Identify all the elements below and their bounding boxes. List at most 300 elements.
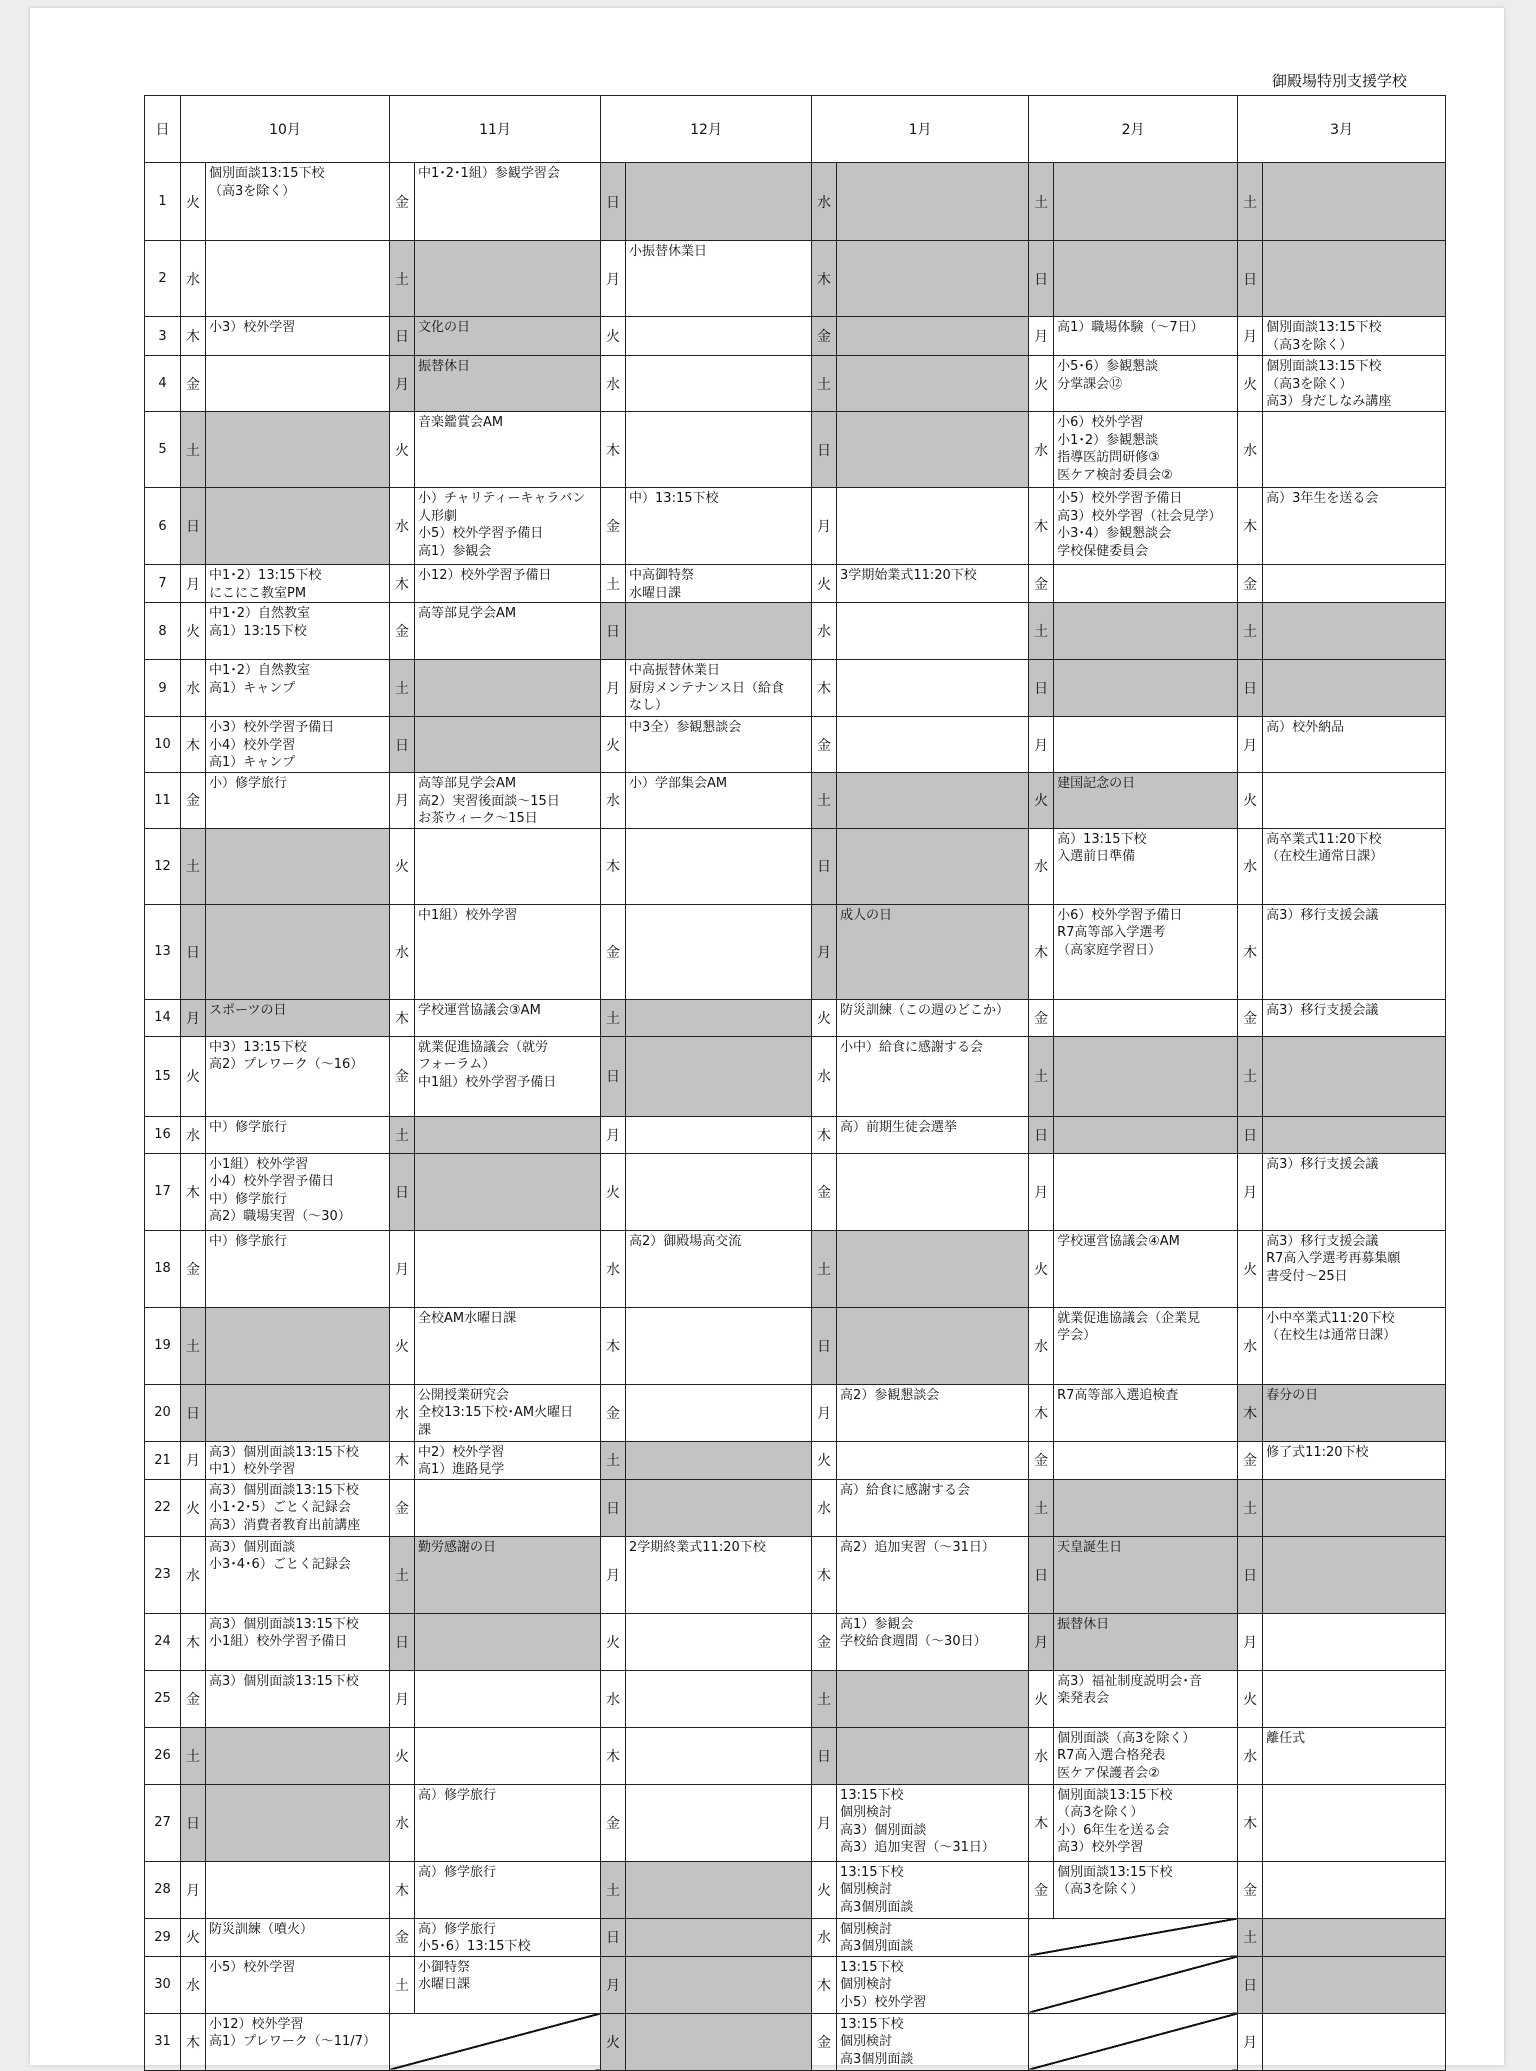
document-page bbox=[30, 8, 1504, 2065]
weekday-cell: 土 bbox=[601, 1861, 626, 1918]
weekday-cell: 金 bbox=[1029, 1861, 1054, 1918]
header-row bbox=[145, 96, 1446, 163]
event-cell: 高）給食に感謝する会 bbox=[837, 1479, 1029, 1536]
weekday-cell: 日 bbox=[812, 412, 837, 488]
weekday-cell: 火 bbox=[390, 828, 415, 904]
event-cell: 高3）移行支援会議 bbox=[1263, 1153, 1446, 1230]
event-cell bbox=[206, 1861, 390, 1918]
event-cell bbox=[415, 660, 601, 717]
day-number: 29 bbox=[145, 1918, 181, 1956]
event-cell bbox=[415, 717, 601, 773]
event-cell: 個別検討 高3個別面談 bbox=[837, 1918, 1029, 1956]
weekday-cell: 水 bbox=[601, 1230, 626, 1307]
calendar-row bbox=[145, 163, 1446, 241]
event-cell: 個別面談13:15下校 （高3を除く） bbox=[1263, 317, 1446, 356]
event-cell: 小12）校外学習 高1）プレワーク（～11/7） bbox=[206, 2013, 390, 2070]
weekday-cell: 月 bbox=[812, 1384, 837, 1441]
event-cell bbox=[837, 1230, 1029, 1307]
day-number: 4 bbox=[145, 356, 181, 412]
event-cell: 高）前期生徒会選挙 bbox=[837, 1116, 1029, 1153]
event-cell bbox=[626, 1784, 812, 1861]
event-cell bbox=[1263, 603, 1446, 660]
event-cell bbox=[837, 828, 1029, 904]
event-cell bbox=[1263, 1536, 1446, 1613]
nonexistent-date-cell bbox=[1029, 1956, 1238, 2013]
event-cell: 高）13:15下校 入選前日準備 bbox=[1054, 828, 1238, 904]
day-number: 8 bbox=[145, 603, 181, 660]
event-cell bbox=[1263, 1670, 1446, 1727]
annual-calendar-table bbox=[144, 95, 1446, 2071]
event-cell bbox=[206, 1307, 390, 1384]
weekday-cell: 土 bbox=[181, 1727, 206, 1784]
event-cell bbox=[1263, 2013, 1446, 2070]
weekday-cell: 水 bbox=[390, 1784, 415, 1861]
event-cell bbox=[1263, 1036, 1446, 1116]
weekday-cell: 土 bbox=[601, 1441, 626, 1479]
event-cell bbox=[415, 1479, 601, 1536]
weekday-cell: 水 bbox=[1238, 1727, 1263, 1784]
weekday-cell: 火 bbox=[181, 1036, 206, 1116]
event-cell bbox=[626, 1307, 812, 1384]
school-name: 御殿場特別支援学校 bbox=[1271, 72, 1407, 90]
event-cell bbox=[415, 1727, 601, 1784]
weekday-cell: 月 bbox=[1238, 2013, 1263, 2070]
event-cell bbox=[626, 1153, 812, 1230]
day-number: 5 bbox=[145, 412, 181, 488]
calendar-row bbox=[145, 1036, 1446, 1116]
calendar-body bbox=[145, 163, 1446, 2071]
event-cell: 就業促進協議会（就労 フォーラム） 中1組）校外学習予備日 bbox=[415, 1036, 601, 1116]
weekday-cell: 水 bbox=[181, 1116, 206, 1153]
event-cell: 小6）校外学習 小1･2）参観懇談 指導医訪問研修③ 医ケア検討委員会② bbox=[1054, 412, 1238, 488]
weekday-cell: 木 bbox=[390, 1441, 415, 1479]
weekday-cell: 土 bbox=[812, 356, 837, 412]
event-cell: 高3）個別面談13:15下校 小1組）校外学習予備日 bbox=[206, 1613, 390, 1670]
weekday-cell: 月 bbox=[390, 1230, 415, 1307]
weekday-cell: 水 bbox=[390, 904, 415, 999]
event-cell bbox=[206, 356, 390, 412]
event-cell: 小6）校外学習予備日 R7高等部入学選考 （高家庭学習日） bbox=[1054, 904, 1238, 999]
day-number: 15 bbox=[145, 1036, 181, 1116]
weekday-cell: 月 bbox=[1029, 1613, 1054, 1670]
event-cell: 高3）個別面談13:15下校 小1･2･5）ごとく記録会 高3）消費者教育出前講座 bbox=[206, 1479, 390, 1536]
weekday-cell: 日 bbox=[1238, 241, 1263, 317]
event-cell: 振替休日 bbox=[1054, 1613, 1238, 1670]
event-cell bbox=[206, 1384, 390, 1441]
calendar-row bbox=[145, 904, 1446, 999]
header-month-feb: 2月 bbox=[1029, 96, 1238, 163]
header-month-mar: 3月 bbox=[1238, 96, 1446, 163]
weekday-cell: 水 bbox=[1029, 1307, 1054, 1384]
weekday-cell: 火 bbox=[812, 565, 837, 603]
header-month-oct: 10月 bbox=[181, 96, 390, 163]
event-cell bbox=[626, 1479, 812, 1536]
event-cell: 小振替休業日 bbox=[626, 241, 812, 317]
calendar-row bbox=[145, 2013, 1446, 2070]
weekday-cell: 日 bbox=[1029, 660, 1054, 717]
day-number: 3 bbox=[145, 317, 181, 356]
event-cell bbox=[1054, 1153, 1238, 1230]
event-cell bbox=[626, 2013, 812, 2070]
calendar-row bbox=[145, 717, 1446, 773]
weekday-cell: 木 bbox=[1238, 1784, 1263, 1861]
weekday-cell: 木 bbox=[1029, 1384, 1054, 1441]
weekday-cell: 金 bbox=[1029, 999, 1054, 1036]
event-cell: 高等部見学会AM 高2）実習後面談～15日 お茶ウィーク～15日 bbox=[415, 773, 601, 829]
weekday-cell: 火 bbox=[601, 2013, 626, 2070]
event-cell: 春分の日 bbox=[1263, 1384, 1446, 1441]
event-cell: 個別面談13:15下校 （高3を除く） bbox=[1054, 1861, 1238, 1918]
weekday-cell: 月 bbox=[390, 1670, 415, 1727]
weekday-cell: 木 bbox=[1238, 904, 1263, 999]
weekday-cell: 日 bbox=[1029, 241, 1054, 317]
weekday-cell: 水 bbox=[601, 773, 626, 829]
event-cell: 高2）御殿場高交流 bbox=[626, 1230, 812, 1307]
weekday-cell: 月 bbox=[601, 1116, 626, 1153]
event-cell: 中1組）校外学習 bbox=[415, 904, 601, 999]
calendar-row bbox=[145, 488, 1446, 565]
event-cell: 建国記念の日 bbox=[1054, 773, 1238, 829]
weekday-cell: 金 bbox=[181, 356, 206, 412]
weekday-cell: 月 bbox=[601, 660, 626, 717]
weekday-cell: 土 bbox=[812, 1230, 837, 1307]
event-cell bbox=[626, 317, 812, 356]
calendar-row bbox=[145, 317, 1446, 356]
weekday-cell: 日 bbox=[601, 1479, 626, 1536]
weekday-cell: 金 bbox=[1238, 999, 1263, 1036]
event-cell bbox=[626, 163, 812, 241]
event-cell bbox=[626, 1956, 812, 2013]
event-cell: 2学期終業式11:20下校 bbox=[626, 1536, 812, 1613]
weekday-cell: 月 bbox=[1029, 1153, 1054, 1230]
weekday-cell: 火 bbox=[181, 1918, 206, 1956]
event-cell bbox=[837, 1153, 1029, 1230]
weekday-cell: 木 bbox=[601, 412, 626, 488]
event-cell: 小12）校外学習予備日 bbox=[415, 565, 601, 603]
event-cell: 13:15下校 個別検討 小5）校外学習 bbox=[837, 1956, 1029, 2013]
weekday-cell: 金 bbox=[812, 717, 837, 773]
weekday-cell: 月 bbox=[181, 999, 206, 1036]
event-cell bbox=[1263, 241, 1446, 317]
event-cell: 成人の日 bbox=[837, 904, 1029, 999]
header-day: 日 bbox=[145, 96, 181, 163]
calendar-row bbox=[145, 241, 1446, 317]
event-cell: 3学期始業式11:20下校 bbox=[837, 565, 1029, 603]
event-cell bbox=[626, 1036, 812, 1116]
weekday-cell: 月 bbox=[181, 1441, 206, 1479]
weekday-cell: 木 bbox=[812, 660, 837, 717]
weekday-cell: 金 bbox=[1029, 1441, 1054, 1479]
weekday-cell: 日 bbox=[390, 1153, 415, 1230]
weekday-cell: 月 bbox=[812, 1784, 837, 1861]
event-cell bbox=[626, 1116, 812, 1153]
event-cell bbox=[1263, 1861, 1446, 1918]
event-cell bbox=[415, 1153, 601, 1230]
weekday-cell: 火 bbox=[812, 1861, 837, 1918]
calendar-row bbox=[145, 1384, 1446, 1441]
event-cell: 高）修学旅行 bbox=[415, 1784, 601, 1861]
event-cell: 小5）校外学習予備日 高3）校外学習（社会見学） 小3･4）参観懇談会 学校保健委員会 bbox=[1054, 488, 1238, 565]
weekday-cell: 日 bbox=[181, 904, 206, 999]
event-cell bbox=[415, 1230, 601, 1307]
event-cell: 高3）移行支援会議 R7高入学選考再募集願 書受付～25日 bbox=[1263, 1230, 1446, 1307]
weekday-cell: 土 bbox=[1029, 1479, 1054, 1536]
weekday-cell: 火 bbox=[601, 1613, 626, 1670]
weekday-cell: 火 bbox=[601, 317, 626, 356]
event-cell bbox=[1054, 660, 1238, 717]
event-cell: 高3）移行支援会議 bbox=[1263, 999, 1446, 1036]
weekday-cell: 金 bbox=[1238, 1861, 1263, 1918]
day-number: 6 bbox=[145, 488, 181, 565]
weekday-cell: 水 bbox=[390, 1384, 415, 1441]
event-cell: 小）チャリティーキャラバン 人形劇 小5）校外学習予備日 高1）参観会 bbox=[415, 488, 601, 565]
weekday-cell: 月 bbox=[390, 773, 415, 829]
weekday-cell: 土 bbox=[390, 1116, 415, 1153]
weekday-cell: 水 bbox=[390, 488, 415, 565]
event-cell: 高1）職場体験（～7日） bbox=[1054, 317, 1238, 356]
event-cell bbox=[837, 660, 1029, 717]
weekday-cell: 月 bbox=[1238, 1613, 1263, 1670]
event-cell bbox=[837, 356, 1029, 412]
event-cell bbox=[626, 999, 812, 1036]
weekday-cell: 水 bbox=[1029, 412, 1054, 488]
calendar-row bbox=[145, 1956, 1446, 2013]
event-cell bbox=[626, 1441, 812, 1479]
event-cell bbox=[626, 1727, 812, 1784]
event-cell: 中2）校外学習 高1）進路見学 bbox=[415, 1441, 601, 1479]
event-cell bbox=[206, 241, 390, 317]
weekday-cell: 日 bbox=[601, 1036, 626, 1116]
weekday-cell: 水 bbox=[1238, 1307, 1263, 1384]
event-cell: 離任式 bbox=[1263, 1727, 1446, 1784]
weekday-cell: 水 bbox=[1029, 828, 1054, 904]
weekday-cell: 木 bbox=[1238, 1384, 1263, 1441]
weekday-cell: 水 bbox=[181, 1956, 206, 2013]
weekday-cell: 日 bbox=[601, 603, 626, 660]
weekday-cell: 土 bbox=[390, 1956, 415, 2013]
weekday-cell: 土 bbox=[1029, 1036, 1054, 1116]
event-cell bbox=[1263, 1956, 1446, 2013]
weekday-cell: 水 bbox=[1029, 1727, 1054, 1784]
event-cell bbox=[837, 163, 1029, 241]
weekday-cell: 火 bbox=[390, 1727, 415, 1784]
event-cell bbox=[837, 717, 1029, 773]
weekday-cell: 土 bbox=[1029, 163, 1054, 241]
day-number: 10 bbox=[145, 717, 181, 773]
day-number: 26 bbox=[145, 1727, 181, 1784]
day-number: 23 bbox=[145, 1536, 181, 1613]
weekday-cell: 火 bbox=[390, 412, 415, 488]
event-cell: 高3）個別面談13:15下校 bbox=[206, 1670, 390, 1727]
event-cell bbox=[837, 1441, 1029, 1479]
weekday-cell: 土 bbox=[1238, 603, 1263, 660]
event-cell bbox=[1263, 565, 1446, 603]
event-cell: 中1･2）自然教室 高1）キャンプ bbox=[206, 660, 390, 717]
event-cell bbox=[1263, 1613, 1446, 1670]
event-cell: スポーツの日 bbox=[206, 999, 390, 1036]
calendar-row bbox=[145, 1116, 1446, 1153]
event-cell: 小5）校外学習 bbox=[206, 1956, 390, 2013]
day-number: 22 bbox=[145, 1479, 181, 1536]
weekday-cell: 火 bbox=[181, 603, 206, 660]
weekday-cell: 木 bbox=[1238, 488, 1263, 565]
event-cell: 音楽鑑賞会AM bbox=[415, 412, 601, 488]
event-cell: 個別面談13:15下校 （高3を除く） bbox=[206, 163, 390, 241]
day-number: 13 bbox=[145, 904, 181, 999]
weekday-cell: 水 bbox=[1238, 412, 1263, 488]
calendar-row bbox=[145, 1307, 1446, 1384]
event-cell bbox=[626, 356, 812, 412]
weekday-cell: 火 bbox=[1029, 773, 1054, 829]
weekday-cell: 月 bbox=[1238, 717, 1263, 773]
weekday-cell: 日 bbox=[390, 317, 415, 356]
event-cell: 中1･2･1組）参観学習会 bbox=[415, 163, 601, 241]
weekday-cell: 日 bbox=[181, 488, 206, 565]
weekday-cell: 金 bbox=[1029, 565, 1054, 603]
weekday-cell: 土 bbox=[1238, 163, 1263, 241]
event-cell: 小御特祭 水曜日課 bbox=[415, 1956, 601, 2013]
event-cell bbox=[626, 1918, 812, 1956]
weekday-cell: 土 bbox=[812, 1670, 837, 1727]
weekday-cell: 日 bbox=[181, 1384, 206, 1441]
header-month-nov: 11月 bbox=[390, 96, 601, 163]
weekday-cell: 土 bbox=[601, 565, 626, 603]
weekday-cell: 月 bbox=[1029, 317, 1054, 356]
event-cell: 防災訓練（噴火） bbox=[206, 1918, 390, 1956]
calendar-row bbox=[145, 565, 1446, 603]
weekday-cell: 水 bbox=[601, 356, 626, 412]
weekday-cell: 日 bbox=[1238, 1956, 1263, 2013]
weekday-cell: 木 bbox=[390, 565, 415, 603]
weekday-cell: 土 bbox=[181, 412, 206, 488]
calendar-row bbox=[145, 1727, 1446, 1784]
weekday-cell: 月 bbox=[812, 488, 837, 565]
event-cell: R7高等部入選追検査 bbox=[1054, 1384, 1238, 1441]
nonexistent-date-cell bbox=[1029, 1918, 1238, 1956]
calendar-row bbox=[145, 773, 1446, 829]
day-number: 27 bbox=[145, 1784, 181, 1861]
weekday-cell: 金 bbox=[812, 1153, 837, 1230]
event-cell: 13:15下校 個別検討 高3）個別面談 高3）追加実習（～31日） bbox=[837, 1784, 1029, 1861]
event-cell bbox=[206, 1784, 390, 1861]
weekday-cell: 木 bbox=[1029, 904, 1054, 999]
weekday-cell: 日 bbox=[812, 1307, 837, 1384]
calendar-row bbox=[145, 1230, 1446, 1307]
event-cell bbox=[626, 412, 812, 488]
weekday-cell: 火 bbox=[1238, 356, 1263, 412]
weekday-cell: 土 bbox=[390, 1536, 415, 1613]
weekday-cell: 月 bbox=[181, 1861, 206, 1918]
event-cell: 公開授業研究会 全校13:15下校･AM火曜日 課 bbox=[415, 1384, 601, 1441]
weekday-cell: 金 bbox=[601, 1784, 626, 1861]
event-cell: 全校AM水曜日課 bbox=[415, 1307, 601, 1384]
weekday-cell: 日 bbox=[601, 1918, 626, 1956]
header-month-jan: 1月 bbox=[812, 96, 1029, 163]
weekday-cell: 金 bbox=[812, 1613, 837, 1670]
event-cell bbox=[415, 241, 601, 317]
weekday-cell: 火 bbox=[812, 1441, 837, 1479]
event-cell: 中）13:15下校 bbox=[626, 488, 812, 565]
weekday-cell: 水 bbox=[601, 1670, 626, 1727]
calendar-row bbox=[145, 828, 1446, 904]
weekday-cell: 木 bbox=[181, 2013, 206, 2070]
weekday-cell: 金 bbox=[181, 1670, 206, 1727]
weekday-cell: 金 bbox=[390, 163, 415, 241]
event-cell bbox=[837, 241, 1029, 317]
weekday-cell: 水 bbox=[181, 660, 206, 717]
weekday-cell: 月 bbox=[1238, 317, 1263, 356]
weekday-cell: 水 bbox=[1238, 828, 1263, 904]
weekday-cell: 土 bbox=[390, 660, 415, 717]
event-cell: 高1）参観会 学校給食週間（～30日） bbox=[837, 1613, 1029, 1670]
event-cell: 小）学部集会AM bbox=[626, 773, 812, 829]
calendar-row bbox=[145, 356, 1446, 412]
weekday-cell: 火 bbox=[812, 999, 837, 1036]
weekday-cell: 火 bbox=[1238, 1230, 1263, 1307]
event-cell bbox=[206, 1727, 390, 1784]
event-cell: 文化の日 bbox=[415, 317, 601, 356]
weekday-cell: 金 bbox=[1238, 565, 1263, 603]
event-cell: 天皇誕生日 bbox=[1054, 1536, 1238, 1613]
calendar-row bbox=[145, 1861, 1446, 1918]
event-cell bbox=[1263, 1784, 1446, 1861]
nonexistent-date-cell bbox=[390, 2013, 601, 2070]
event-cell: 高3）福祉制度説明会･音 楽発表会 bbox=[1054, 1670, 1238, 1727]
weekday-cell: 木 bbox=[812, 241, 837, 317]
event-cell: 小5･6）参観懇談 分掌課会⑫ bbox=[1054, 356, 1238, 412]
weekday-cell: 木 bbox=[181, 317, 206, 356]
weekday-cell: 火 bbox=[1238, 773, 1263, 829]
event-cell: 防災訓練（この週のどこか） bbox=[837, 999, 1029, 1036]
calendar-row bbox=[145, 1613, 1446, 1670]
weekday-cell: 水 bbox=[812, 1036, 837, 1116]
weekday-cell: 木 bbox=[812, 1536, 837, 1613]
event-cell bbox=[626, 1670, 812, 1727]
weekday-cell: 金 bbox=[601, 488, 626, 565]
event-cell bbox=[1054, 717, 1238, 773]
event-cell: 高）3年生を送る会 bbox=[1263, 488, 1446, 565]
weekday-cell: 水 bbox=[812, 163, 837, 241]
weekday-cell: 土 bbox=[601, 999, 626, 1036]
weekday-cell: 木 bbox=[181, 717, 206, 773]
event-cell: 小1組）校外学習 小4）校外学習予備日 中）修学旅行 高2）職場実習（～30） bbox=[206, 1153, 390, 1230]
event-cell: 高2）追加実習（～31日） bbox=[837, 1536, 1029, 1613]
weekday-cell: 水 bbox=[812, 1918, 837, 1956]
event-cell bbox=[626, 904, 812, 999]
event-cell: 中3）13:15下校 高2）プレワーク（～16） bbox=[206, 1036, 390, 1116]
weekday-cell: 金 bbox=[181, 773, 206, 829]
weekday-cell: 金 bbox=[390, 1918, 415, 1956]
event-cell bbox=[1263, 1479, 1446, 1536]
weekday-cell: 月 bbox=[812, 904, 837, 999]
day-number: 2 bbox=[145, 241, 181, 317]
event-cell bbox=[1054, 241, 1238, 317]
day-number: 7 bbox=[145, 565, 181, 603]
event-cell: 小3）校外学習予備日 小4）校外学習 高1）キャンプ bbox=[206, 717, 390, 773]
event-cell bbox=[206, 412, 390, 488]
weekday-cell: 土 bbox=[1029, 603, 1054, 660]
day-number: 14 bbox=[145, 999, 181, 1036]
event-cell bbox=[1263, 773, 1446, 829]
event-cell bbox=[837, 317, 1029, 356]
event-cell: 小中卒業式11:20下校 （在校生は通常日課） bbox=[1263, 1307, 1446, 1384]
event-cell: 中1･2）13:15下校 にこにこ教室PM bbox=[206, 565, 390, 603]
event-cell: 中高振替休業日 厨房メンテナンス日（給食 なし） bbox=[626, 660, 812, 717]
weekday-cell: 水 bbox=[181, 241, 206, 317]
weekday-cell: 月 bbox=[1238, 1153, 1263, 1230]
weekday-cell: 火 bbox=[1029, 1230, 1054, 1307]
event-cell bbox=[837, 603, 1029, 660]
